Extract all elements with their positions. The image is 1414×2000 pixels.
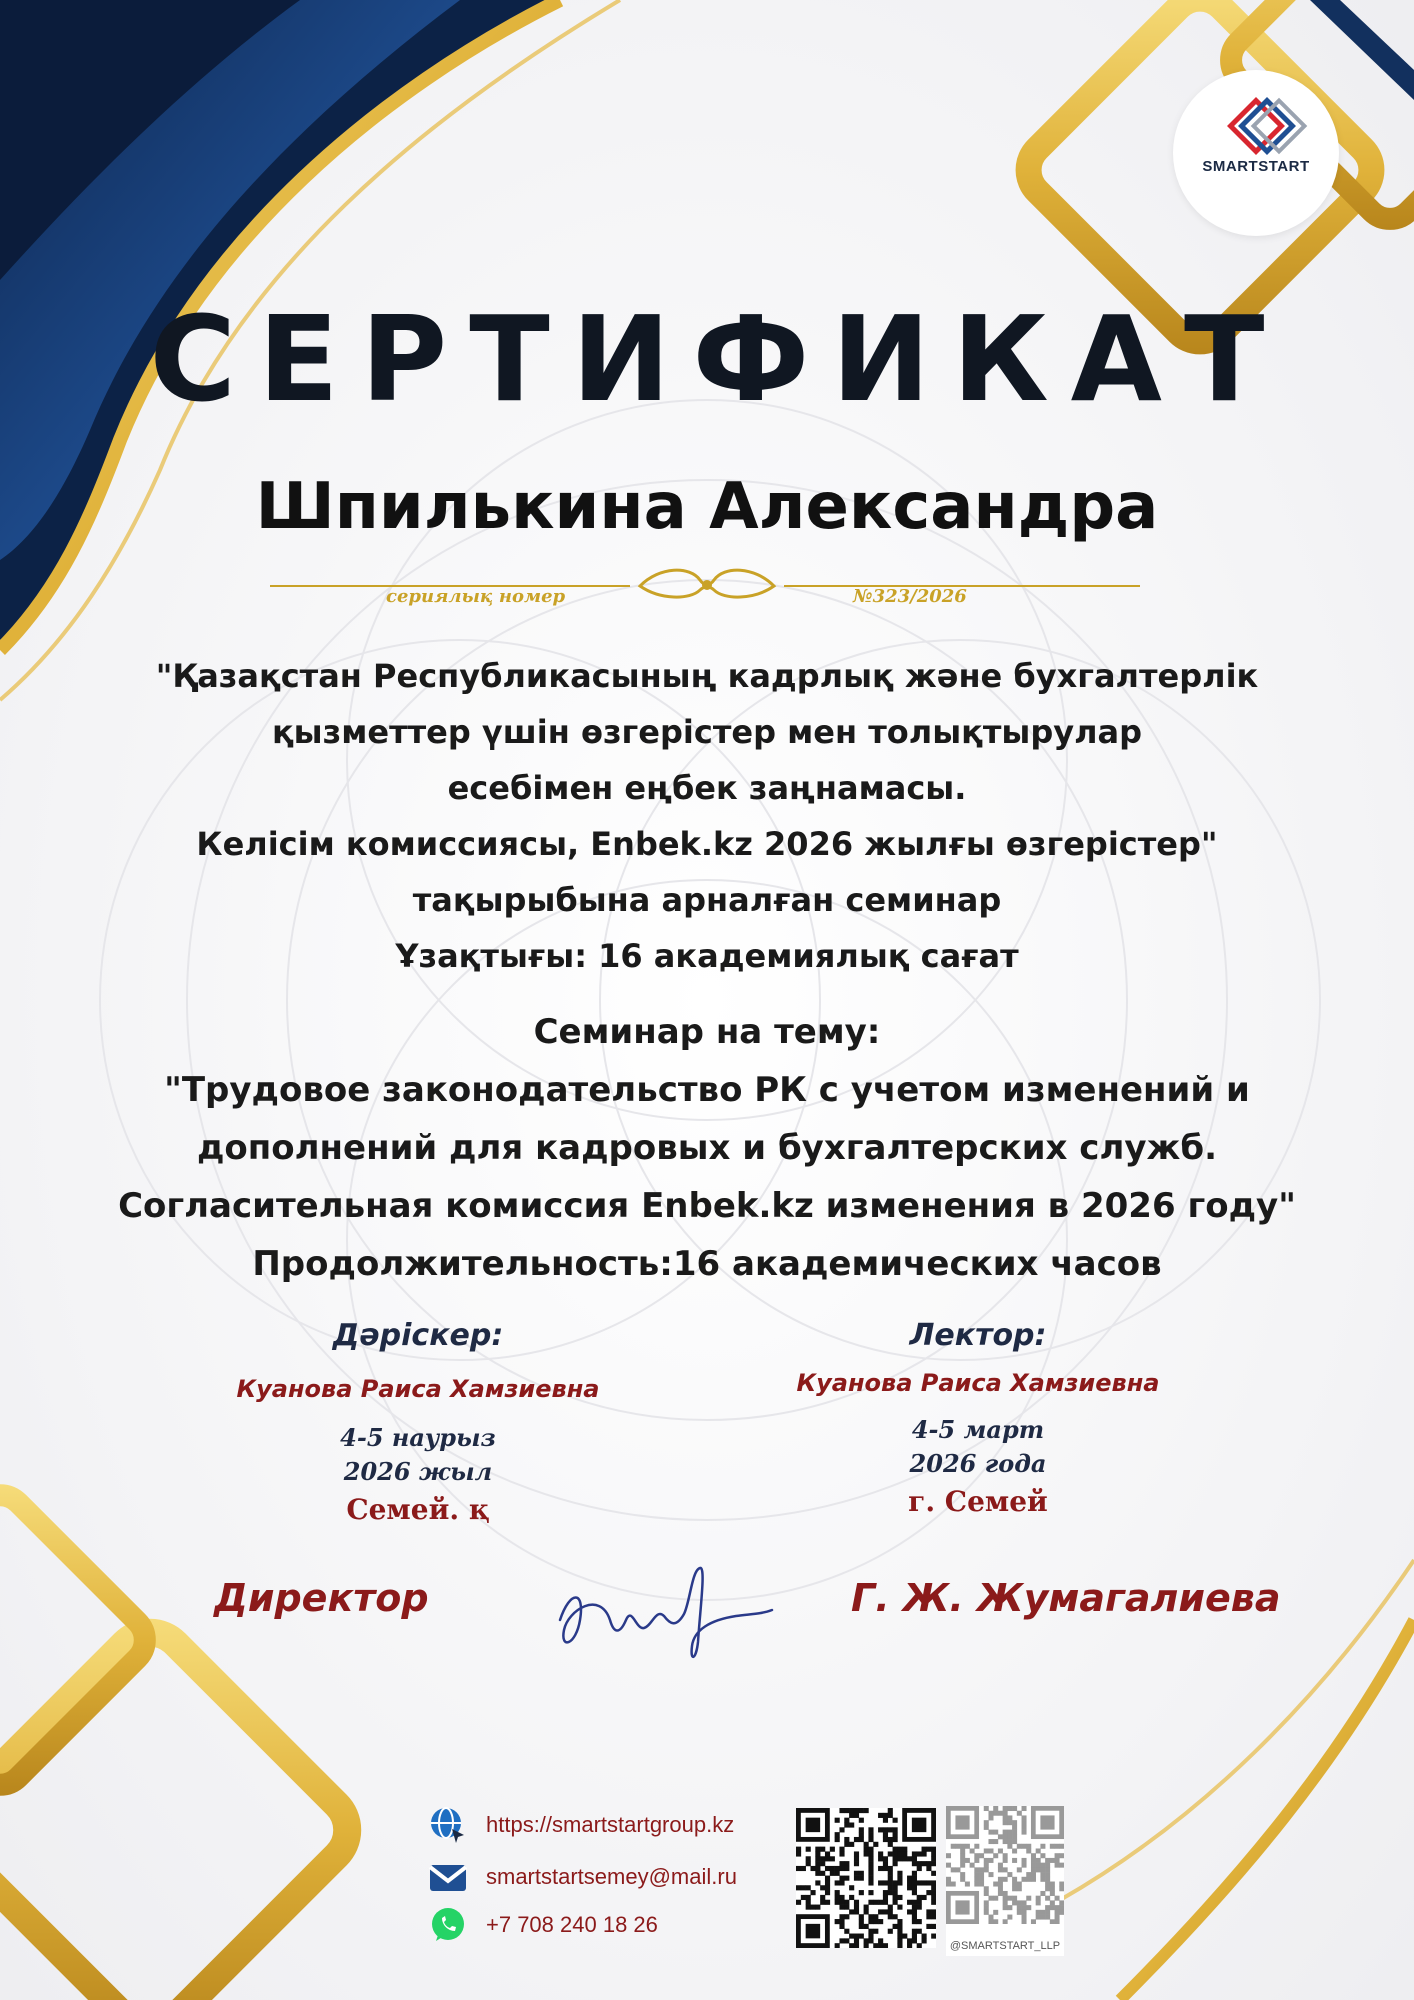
lecturer-kz-label: Дәрiскер: xyxy=(332,1318,504,1353)
serial-number: №323/2026 xyxy=(853,586,967,607)
whatsapp-icon xyxy=(428,1905,468,1945)
lecturer-ru xyxy=(748,1318,1208,1518)
recipient-name: Шпилькина Александра xyxy=(255,470,1159,544)
handwritten-signature xyxy=(540,1550,780,1680)
serial-label: сериялық номер xyxy=(386,586,566,607)
phone-row[interactable] xyxy=(428,1905,658,1945)
smartstart-logo xyxy=(1173,70,1339,236)
kz-line: есебімен еңбек заңнамасы. xyxy=(447,769,967,807)
lecturer-ru-name: Куанова Раиса Хамзиевна xyxy=(796,1369,1160,1397)
mail-icon xyxy=(428,1857,468,1897)
kz-line: қызметтер үшін өзгерістер мен толықтырулар xyxy=(271,713,1143,751)
lecturer-ru-date: 4-5 март xyxy=(911,1415,1045,1444)
lecturer-ru-label: Лектор: xyxy=(909,1318,1047,1353)
email-link[interactable]: smartstartsemey@mail.ru xyxy=(486,1864,737,1889)
kz-line: тақырыбына арналған семинар xyxy=(412,881,1002,919)
kazakh-seminar-description xyxy=(0,648,1414,984)
email-row[interactable] xyxy=(428,1857,737,1897)
kz-line: "Қазақстан Республикасының кадрлық және бухгалтерлік xyxy=(155,657,1259,695)
ru-line: дополнений для кадровых и бухгалтерских служб. xyxy=(196,1128,1218,1168)
lecturer-kz-name: Куанова Раиса Хамзиевна xyxy=(236,1375,600,1403)
lecturer-kz xyxy=(188,1318,648,1526)
lecturer-kz-city: Семей. қ xyxy=(346,1493,490,1526)
instagram-qr-block[interactable] xyxy=(946,1806,1064,1956)
logo-text: SMARTSTART xyxy=(1202,158,1310,175)
phone-number[interactable]: +7 708 240 18 26 xyxy=(486,1912,658,1937)
globe-icon xyxy=(428,1805,468,1845)
website-link[interactable]: https://smartstartgroup.kz xyxy=(486,1812,735,1837)
ru-line: Согласительная комиссия Enbek.kz изменения в 2026 году" xyxy=(118,1186,1296,1226)
lecturer-ru-year: 2026 года xyxy=(909,1449,1047,1478)
lecturer-kz-date: 4-5 наурыз xyxy=(340,1423,496,1452)
kz-line: Келісім комиссиясы, Enbek.kz 2026 жылғы өзгерістер" xyxy=(196,825,1218,863)
lecturer-ru-city: г. Семей xyxy=(908,1485,1048,1518)
russian-seminar-description xyxy=(0,1003,1414,1293)
ru-line: Продолжительность:16 академических часов xyxy=(252,1244,1162,1284)
instagram-qr-code[interactable] xyxy=(946,1806,1064,1924)
website-row[interactable] xyxy=(428,1805,734,1845)
instagram-handle: @SMARTSTART_LLP xyxy=(949,1940,1061,1952)
ru-line: Семинар на тему: xyxy=(533,1012,881,1052)
ru-line: "Трудовое законодательство РК с учетом изменений и xyxy=(164,1070,1250,1110)
director-name: Г. Ж. Жумагалиева xyxy=(851,1576,1281,1620)
lecturer-kz-year: 2026 жыл xyxy=(343,1457,493,1486)
whatsapp-qr-code[interactable] xyxy=(796,1808,936,1948)
kz-line: Ұзақтығы: 16 академиялық сағат xyxy=(395,937,1019,975)
certificate-title: СЕРТИФИКАТ xyxy=(149,290,1287,428)
director-label: Директор xyxy=(214,1576,429,1620)
